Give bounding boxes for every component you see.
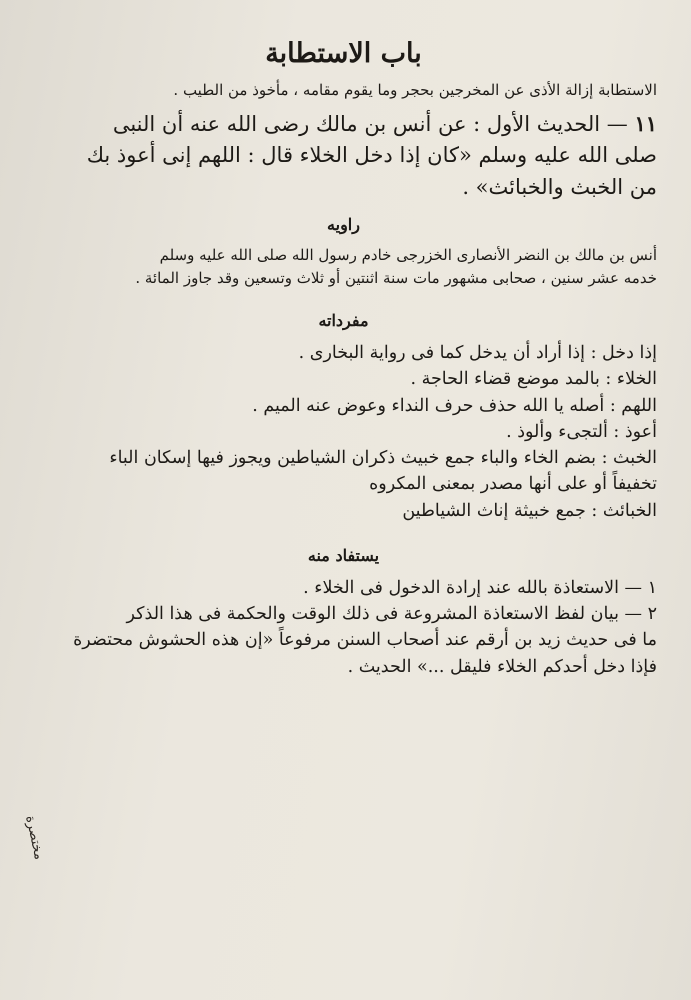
lesson-line: ما فى حديث زيد بن أرقم عند أصحاب السنن مرفوعاً «إن هذه الحشوش محتضرة (73, 630, 657, 651)
vocabulary-line: إذا دخل : إذا أراد أن يدخل كما فى رواية البخارى . (298, 343, 657, 363)
vocabulary-line: أعوذ : ألتجىء وألوذ . (506, 421, 657, 442)
hadith-text: — الحديث الأول : عن أنس بن مالك رضى الله عنه أن النبى (112, 111, 628, 136)
hadith-line: صلى الله عليه وسلم «كان إذا دخل الخلاء قال : اللهم إنى أعوذ بك (86, 143, 657, 167)
narrator-heading: راويه (327, 215, 360, 234)
narrator-line: أنس بن مالك بن النضر الأنصارى الخزرجى خادم رسول الله صلى الله عليه وسلم (159, 246, 657, 264)
lesson-line: فإذا دخل أحدكم الخلاء فليقل ...» الحديث . (347, 656, 657, 677)
vocabulary-heading: مفرداته (318, 311, 369, 330)
vocabulary-line: اللهم : أصله يا الله حذف حرف النداء وعوض عنه الميم . (252, 395, 657, 416)
vocabulary-line: الخلاء : بالمد موضع قضاء الحاجة . (410, 369, 657, 390)
vocabulary-line: تخفيفاً أو على أنها مصدر بمعنى المكروه (369, 474, 657, 495)
intro-line: الاستطابة إزالة الأذى عن المخرجين بحجر وما يقوم مقامه ، مأخوذ من الطيب . (173, 81, 657, 99)
handwritten-margin-note: مختصرة (22, 814, 47, 862)
lessons-heading: يستفاد منه (307, 545, 380, 565)
narrator-line: خدمه عشر سنين ، صحابى مشهور مات سنة اثنتين أو ثلاث وتسعين وقد جاوز المائة . (135, 268, 657, 287)
hadith-line (30, 108, 657, 141)
chapter-title: باب الاستطابة (265, 38, 422, 69)
lesson-line: ١ — الاستعاذة بالله عند إرادة الدخول فى الخلاء . (303, 577, 657, 598)
lesson-line: ٢ — بيان لفظ الاستعاذة المشروعة فى ذلك الوقت والحكمة فى هذا الذكر (126, 604, 657, 624)
vocabulary-line: الخبث : بضم الخاء والباء جمع خبيث ذكران الشياطين ويجوز فيها إسكان الباء (109, 448, 657, 468)
hadith-line: من الخبث والخبائث» . (462, 174, 657, 199)
hadith-number: ١١ (634, 110, 657, 136)
vocabulary-line: الخبائث : جمع خبيثة إناث الشياطين (402, 500, 657, 521)
